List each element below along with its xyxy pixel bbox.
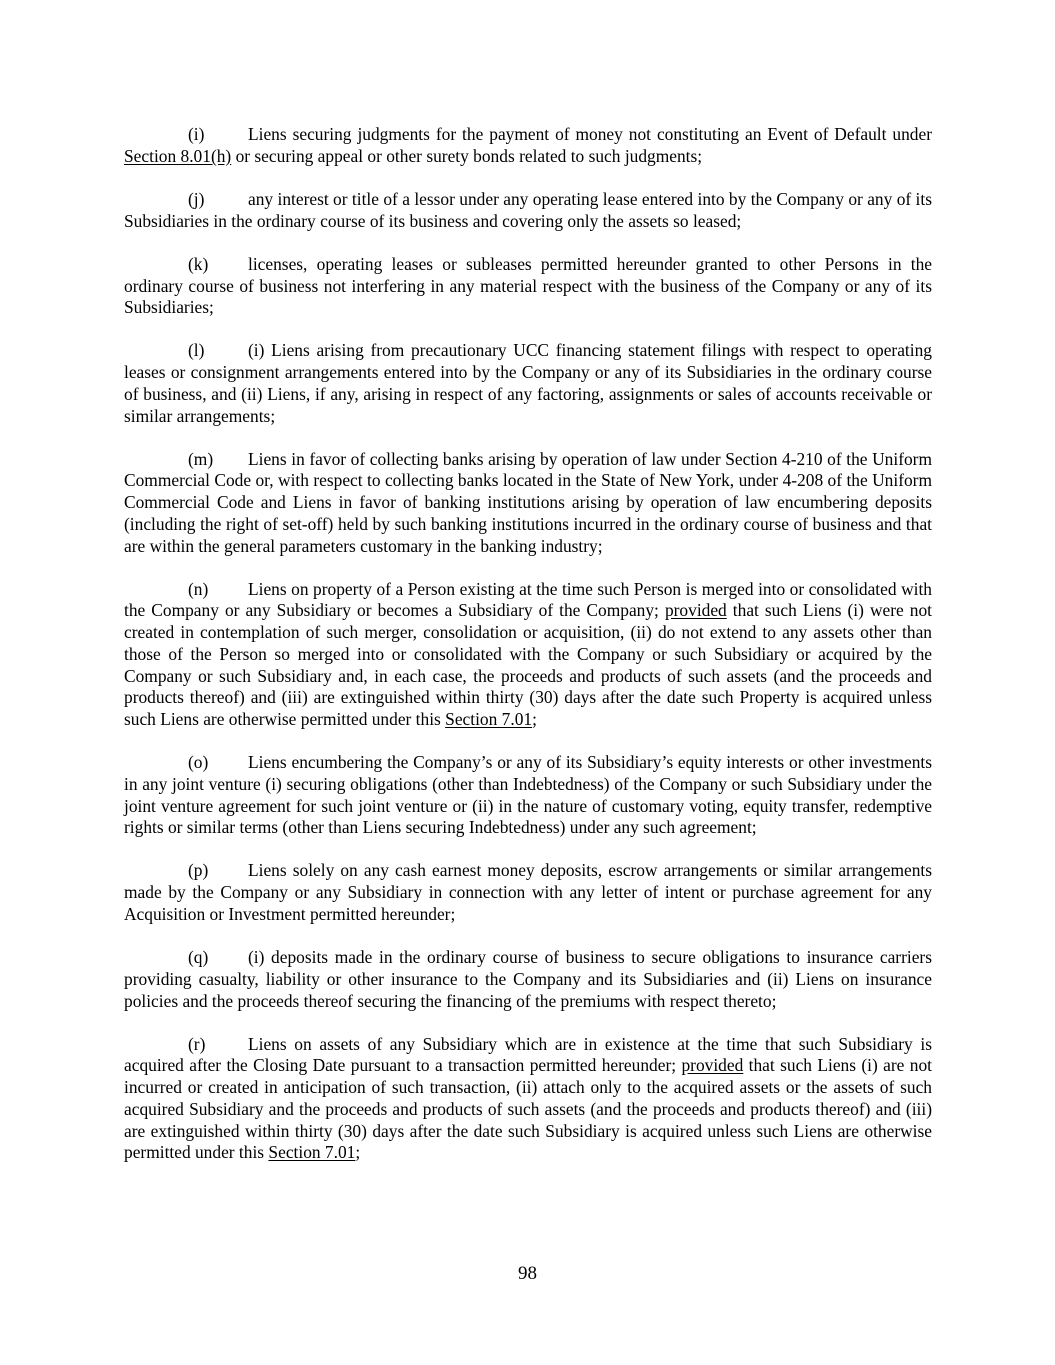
provided-term: provided bbox=[681, 1055, 744, 1076]
paragraph-label: (i) bbox=[188, 124, 205, 144]
paragraph-label: (m) bbox=[188, 448, 214, 469]
paragraph-text: that such Liens (i) are not incurred or created in anticipation of such transaction, (ii) attach only to the acquired assets or the assets of such acquired Subsidiary and the proceeds and products of such assets (and the proceeds and products thereof) and (iii) are extinguished within thirty (30) days after the date such Subsidiary is acquired unless such Liens are otherwise permitted under this bbox=[124, 1055, 932, 1163]
paragraph-p bbox=[124, 860, 932, 925]
paragraph-label: (n) bbox=[188, 578, 209, 599]
paragraph-text: Liens solely on any cash earnest money deposits, escrow arrangements or similar arrangements made by the Company or any Subsidiary in connection with any letter of intent or purchase agreement for any Acquisition or Investment permitted hereunder; bbox=[124, 860, 932, 924]
paragraph-label: (l) bbox=[188, 340, 205, 361]
section-reference-link[interactable]: Section 7.01 bbox=[268, 1142, 356, 1163]
page-number: 98 bbox=[518, 1263, 537, 1284]
paragraph-n bbox=[124, 579, 932, 731]
paragraph-label: (o) bbox=[188, 752, 209, 773]
paragraph-q bbox=[124, 947, 932, 1012]
paragraph-text: or securing appeal or other surety bonds related to such judgments; bbox=[231, 145, 703, 166]
paragraph-text: Liens on assets of any Subsidiary which are in existence at the time that such Subsidiary is acquired after the Closing Date pursuant to a transaction permitted hereunder; bbox=[124, 1033, 932, 1076]
section-reference-link[interactable]: Section 8.01(h) bbox=[124, 145, 232, 166]
paragraph-label: (r) bbox=[188, 1033, 206, 1054]
paragraph-text: (i) deposits made in the ordinary course of business to secure obligations to insurance carriers providing casualty, liability or other insurance to the Company and its Subsidiaries and (ii) Liens on insurance policies and the proceeds thereof securing the financing of the premiums with respect thereto; bbox=[124, 947, 932, 1011]
paragraph-l bbox=[124, 340, 932, 427]
paragraph-text: Liens on property of a Person existing at the time such Person is merged into or consolidated with the Company or any Subsidiary or becomes a Subsidiary of the Company; bbox=[124, 578, 932, 621]
paragraph-j bbox=[124, 189, 932, 232]
paragraph-i bbox=[124, 124, 932, 167]
paragraph-text: Liens encumbering the Company’s or any of its Subsidiary’s equity interests or other investments in any joint venture (i) securing obligations (other than Indebtedness) of the Company or such Subsidiary under the joint venture agreement for such joint venture or (ii) in the nature of customary voting, equity transfer, redemptive rights or similar terms (other than Liens securing Indebtedness) under any such agreement; bbox=[124, 752, 932, 838]
document-body bbox=[124, 124, 932, 1185]
paragraph-text: (i) Liens arising from precautionary UCC financing statement filings with respect to operating leases or consignment arrangements entered into by the Company or any of its Subsidiaries in the ordinary course of business, and (ii) Liens, if any, arising in respect of any factoring, assignments or sales of accounts receivable or similar arrangements; bbox=[124, 340, 932, 426]
paragraph-label: (k) bbox=[188, 253, 209, 274]
paragraph-text: ; bbox=[355, 1142, 361, 1163]
paragraph-o bbox=[124, 752, 932, 839]
paragraph-label: (q) bbox=[188, 947, 209, 968]
paragraph-label: (p) bbox=[188, 860, 209, 881]
paragraph-k bbox=[124, 254, 932, 319]
section-reference-link[interactable]: Section 7.01 bbox=[445, 708, 533, 729]
paragraph-text: any interest or title of a lessor under any operating lease entered into by the Company or any of its Subsidiaries in the ordinary course of its business and covering only the assets so leased; bbox=[124, 188, 932, 231]
paragraph-text: ; bbox=[532, 708, 537, 729]
paragraph-label: (j) bbox=[188, 188, 205, 209]
paragraph-text: licenses, operating leases or subleases permitted hereunder granted to other Persons in the ordinary course of business not interfering in any material respect with the business of the Company or any of its Subsidiaries; bbox=[124, 253, 932, 318]
provided-term: provided bbox=[664, 600, 727, 621]
paragraph-text: that such Liens (i) were not created in contemplation of such merger, consolidation or acquisition, (ii) do not extend to any assets other than those of the Person so merged into or consolidated with the Company or such Subsidiary or acquired by the Company or such Subsidiary and, in each case, the proceeds and products of such assets (and the proceeds and products thereof) and (iii) are extinguished within thirty (30) days after the date such Property is acquired unless such Liens are otherwise permitted under this bbox=[124, 600, 932, 729]
paragraph-m bbox=[124, 449, 932, 558]
paragraph-text: Liens securing judgments for the payment of money not constituting an Event of Default under bbox=[248, 124, 932, 144]
paragraph-text: Liens in favor of collecting banks arising by operation of law under Section 4-210 of the Uniform Commercial Code or, with respect to collecting banks located in the State of New York, under 4-208 of the Uniform Commercial Code and Liens in favor of banking institutions arising by operation of law encumbering deposits (including the right of set-off) held by such banking institutions incurred in the ordinary course of business and that are within the general parameters customary in the banking industry; bbox=[124, 448, 932, 556]
paragraph-r bbox=[124, 1034, 932, 1164]
